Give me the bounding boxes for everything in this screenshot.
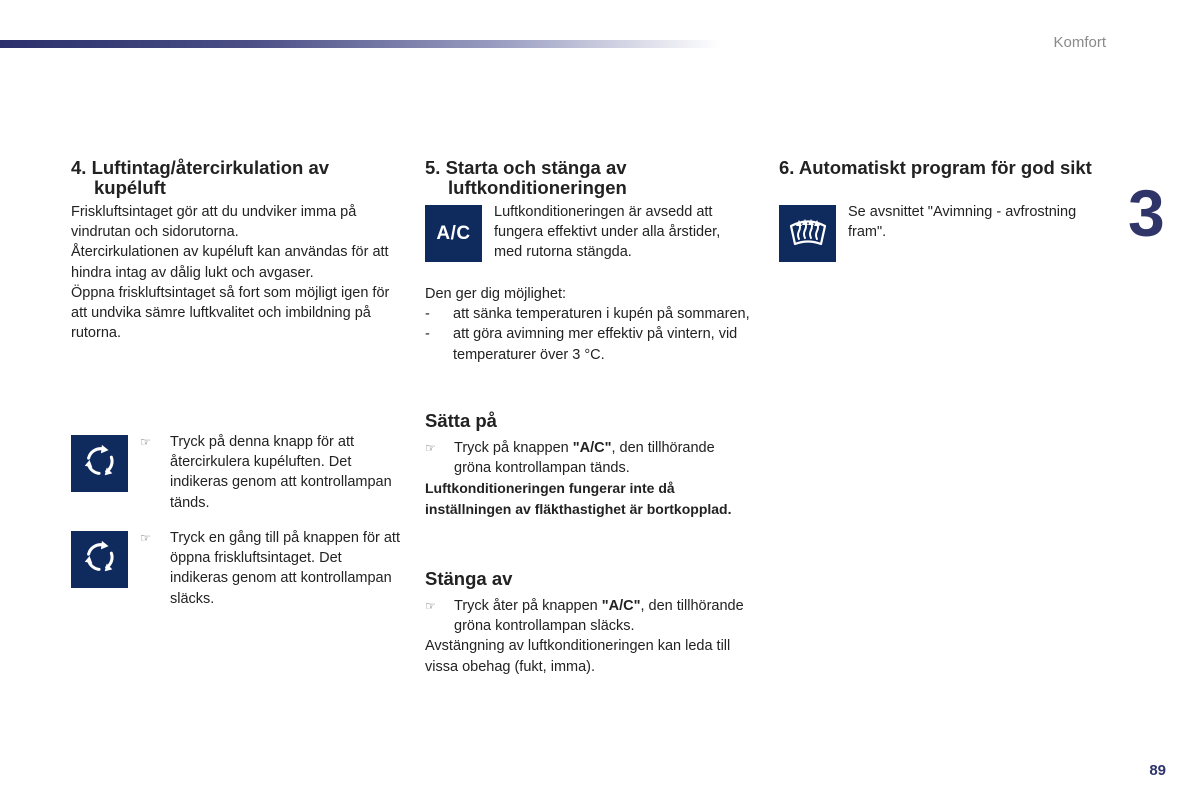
fresh-air-instruction bbox=[140, 528, 400, 609]
recirculation-icon bbox=[81, 538, 119, 581]
column-recirculation bbox=[71, 157, 400, 618]
ac-heading: 5. Starta och stänga av luftkonditioneringen bbox=[425, 157, 627, 198]
column-air-conditioning bbox=[425, 158, 751, 698]
recirculate-instruction bbox=[140, 432, 400, 513]
ac-button bbox=[425, 205, 482, 262]
chapter-number: 3 bbox=[1128, 176, 1165, 250]
intro-paragraph: Friskluftsintaget gör att du undviker imma på vindrutan och sidorutorna. bbox=[71, 204, 357, 241]
dash-marker: - bbox=[425, 326, 430, 343]
turn-on-instruction bbox=[425, 438, 755, 478]
ac-description: Luftkonditioneringen är avsedd att fungera effektivt under alla årstider, med rutorna stängda. bbox=[494, 204, 721, 261]
pointing-hand-icon: ☞ bbox=[425, 599, 436, 613]
instruction-text: Tryck på denna knapp för att återcirkulera kupéluften. Det indikeras genom att kontrollampan tänds. bbox=[170, 434, 392, 511]
intro-paragraph: Öppna friskluftsintaget så fort som möjligt igen för att undvika sämre luftkvalitet och imbildning på rutorna. bbox=[71, 284, 390, 342]
column-visibility-program bbox=[779, 158, 1105, 278]
ac-label: A/C bbox=[436, 222, 471, 244]
front-defrost-icon bbox=[788, 214, 828, 253]
list-item-text: att sänka temperaturen i kupén på sommaren, bbox=[453, 306, 750, 323]
list-item bbox=[425, 304, 755, 324]
visibility-heading: 6. Automatiskt program för god sikt bbox=[779, 157, 1092, 178]
page-number: 89 bbox=[1149, 762, 1166, 779]
section-title: Komfort bbox=[1053, 34, 1106, 51]
instruction-text: Tryck en gång till på knappen för att öppna friskluftsintaget. Det indikeras genom att kontrollampan släcks. bbox=[170, 530, 400, 607]
turn-on-note: Luftkonditioneringen fungerar inte då inställningen av fläkthastighet är bortkopplad. bbox=[425, 480, 732, 517]
list-item bbox=[425, 324, 755, 364]
pointing-hand-icon: ☞ bbox=[140, 531, 151, 545]
possibility-intro: Den ger dig möjlighet: bbox=[425, 286, 567, 302]
recirculation-button bbox=[71, 435, 128, 492]
instruction-text: Tryck på knappen bbox=[454, 440, 573, 456]
header-gradient-bar bbox=[0, 40, 720, 48]
visibility-description: Se avsnittet "Avimning - avfrostning fram". bbox=[848, 204, 1077, 241]
turn-on-heading: Sätta på bbox=[425, 410, 497, 431]
key-name: "A/C" bbox=[572, 440, 612, 456]
fresh-air-button bbox=[71, 531, 128, 588]
dash-marker: - bbox=[425, 306, 430, 323]
turn-off-heading: Stänga av bbox=[425, 568, 513, 589]
recirculation-heading: 4. Luftintag/återcirkulation av kupéluft bbox=[71, 157, 330, 198]
visibility-button bbox=[779, 205, 836, 262]
list-item-text: att göra avimning mer effektiv på vintern, vid temperaturer över 3 °C. bbox=[453, 326, 738, 363]
instruction-text: , den tillhörande gröna kontrollampan släcks. bbox=[454, 598, 744, 635]
instruction-text: Tryck åter på knappen bbox=[454, 598, 602, 614]
recirculation-icon bbox=[81, 442, 119, 485]
turn-off-note: Avstängning av luftkonditioneringen kan leda till vissa obehag (fukt, imma). bbox=[425, 638, 731, 675]
instruction-text: , den tillhörande gröna kontrollampan tänds. bbox=[454, 440, 715, 477]
key-name: "A/C" bbox=[601, 598, 641, 614]
turn-off-instruction bbox=[425, 596, 755, 636]
pointing-hand-icon: ☞ bbox=[425, 441, 436, 455]
intro-paragraph: Återcirkulationen av kupéluft kan användas för att hindra intag av dålig lukt och avgaser. bbox=[71, 244, 389, 281]
pointing-hand-icon: ☞ bbox=[140, 435, 151, 449]
